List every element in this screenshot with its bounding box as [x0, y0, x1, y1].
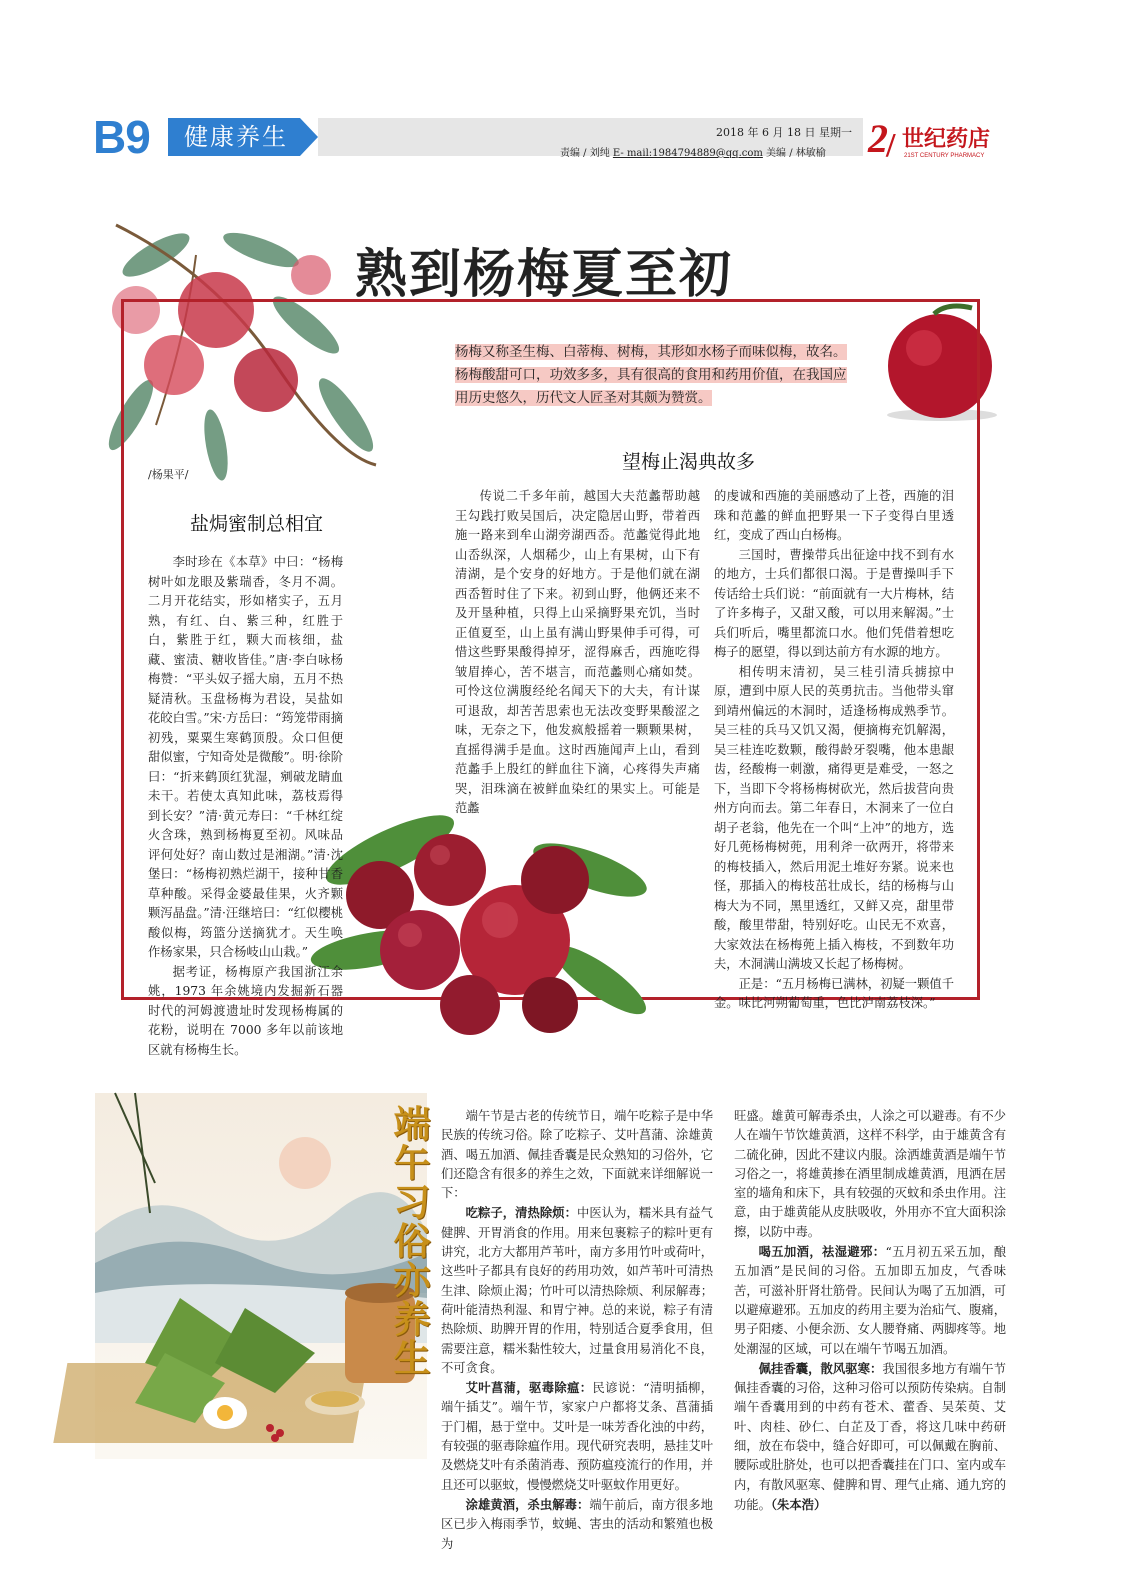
dragon-boat-festival-illustration	[95, 1093, 427, 1459]
paragraph: 三国时，曹操带兵出征途中找不到有水的地方，士兵们都很口渴。于是曹操叫手下传话给士兵们说：“前面就有一大片梅林，结了许多梅子，又甜又酸，可以用来解渴。”士兵们听后，嘴里都流口水。他们凭借着想吃梅子的愿望，得以到达前方有水源的地方。	[714, 547, 954, 659]
paragraph	[734, 1106, 1006, 1242]
paragraph: 的虔诚和西施的美丽感动了上苍，西施的泪珠和范蠡的鲜血把野果一下子变得白里透红，变成了西山白杨梅。	[714, 489, 954, 542]
svg-text:21ST CENTURY PHARMACY: 21ST CENTURY PHARMACY	[904, 153, 985, 159]
section-label: 健康养生	[184, 123, 288, 151]
editor-email[interactable]: E- mail:1984794889@qq.com	[612, 148, 763, 159]
paragraph-text: 旺盛。雄黄可解毒杀虫，人涂之可以避毒。有不少人在端午节饮雄黄酒，这样不科学，由于雄黄含有二硫化砷，因此不建议内服。涂洒雄黄酒是端午节习俗之一，将雄黄掺在酒里制成雄黄酒，甩洒在居室的墙角和床下，具有较强的灭蚊和杀虫作用。注意，由于雄黄能从皮肤吸收，外用亦不宜大面积涂擦，以防中毒。	[734, 1109, 1006, 1239]
paragraph-text: 端午前后，南方很多地区已步入梅雨季节，蚊蝇、害虫的活动和繁殖也极为	[441, 1497, 713, 1551]
svg-text:2: 2	[868, 116, 888, 161]
newspaper-logo	[866, 112, 1010, 162]
paragraph-lead: 喝五加酒，祛湿避邪：	[758, 1244, 886, 1260]
paragraph	[734, 1242, 1006, 1359]
paragraph	[441, 1378, 713, 1495]
paragraph-text: 中医认为，糯米具有益气健脾、开胃消食的作用。用来包裹粽子的粽叶更有讲究，北方大都用芦苇叶，南方多用竹叶或荷叶，这些叶子都具有良好的药用功效，如芦苇叶可清热生津、除烦止渴；竹叶可以清热除烦、利尿解毒；荷叶能清热利湿、和胃宁神。总的来说，粽子有清热除烦、助脾开胃的作用，特别适合夏季食用，但需要注意，糯米黏性较大，过量食用易消化不良，不可贪食。	[441, 1206, 713, 1375]
paragraph	[441, 1495, 713, 1554]
editor-name: 责编 / 刘纯	[560, 148, 613, 159]
story1-subhead-left: 盐焗蜜制总相宜	[190, 513, 324, 535]
paragraph-text: 我国很多地方有端午节佩挂香囊的习俗，这种习俗可以预防传染病。自制端午香囊用到的中药有苍术、藿香、吴茱萸、艾叶、肉桂、砂仁、白芷及丁香，将这几味中药研细，放在布袋中，缝合好即可，可以佩戴在胸前、腰际或肚脐处，也可以把香囊挂在门口、室内或车内，有散风驱寒、健脾和胃、理气止痛、通九窍的功能。	[734, 1361, 1006, 1512]
paragraph-lead: 艾叶菖蒲，驱毒除瘟：	[465, 1380, 593, 1396]
paragraph-lead: 佩挂香囊，散风驱寒：	[758, 1360, 883, 1376]
story2-column-2	[734, 1106, 1006, 1512]
author-credit: （朱本浩）	[770, 1496, 827, 1512]
svg-text:世纪药店: 世纪药店	[902, 126, 991, 152]
paragraph: 正是：“五月杨梅已满林，初疑一颗值千金。味比河朔葡萄重，色比泸南荔枝深。”	[714, 976, 954, 1010]
paragraph	[441, 1106, 713, 1203]
story1-column-2	[455, 487, 700, 815]
bayberry-cluster-illustration	[300, 790, 660, 1040]
paragraph: 相传明末清初，吴三桂引清兵掳掠中原，遭到中原人民的英勇抗击。当他带头窜到靖州偏远的木洞时，适逢杨梅成熟季节。吴三桂的兵马又饥又渴，便摘梅充饥解渴，吴三桂连吃数颗，酸得龄牙裂嘴，他本患龈齿，经酸梅一刺激，痛得更是难受，一怒之下，当即下令将杨梅树砍光，然后拔营向贵州方向而去。第二年春日，木洞来了一位白胡子老翁，他先在一个叫“上冲”的地方，选好几蔸杨梅树蔸，用利斧一砍两开，将带来的梅枝插入，然后用泥土堆好夯紧。说来也怪，那插入的梅枝茁壮成长，结的杨梅与山梅大为不同，黑里透红，又鲜又亮，甜里带酸，酸里带甜，特别好吃。山民无不欢喜，大家效法在杨梅蔸上插入梅枝，不到数年功夫，木洞满山满坡又长起了杨梅树。	[714, 664, 954, 971]
paragraph-text: “五月初五采五加，酿五加酒”是民间的习俗。五加即五加皮，气香味苦，可滋补肝肾壮筋骨。民间认为喝了五加酒，可以避瘴避邪。五加皮的药用主要为治疝气、腹痛，男子阳痿、小便余沥、女人腰脊痛、两脚疼等。地处潮湿的区域，可以在端午节喝五加酒。	[734, 1245, 1006, 1356]
paragraph-lead: 涂雄黄酒，杀虫解毒：	[465, 1496, 590, 1512]
story1-column-3	[714, 487, 954, 1010]
paragraph	[441, 1203, 713, 1378]
page-number: B9	[93, 111, 150, 163]
paragraph-lead: 吃粽子，清热除烦：	[465, 1205, 577, 1221]
paragraph-text: 民谚说：“清明插柳，端午插艾”。端午节，家家户户都将艾条、菖蒲插于门楣，悬于堂中。艾叶是一味芳香化浊的中药，有较强的驱毒除瘟作用。现代研究表明，悬挂艾叶及燃烧艾叶有杀菌消毒、预防瘟疫流行的作用，并且还可以驱蚊，慢慢燃烧艾叶驱蚊作用更好。	[441, 1381, 713, 1492]
paragraph	[734, 1359, 1006, 1515]
issue-date: 2018 年 6 月 18 日 星期一	[716, 126, 852, 139]
story2-column-1	[441, 1106, 713, 1551]
editor-credits	[560, 144, 826, 159]
paragraph: 李时珍在《本草》中曰：“杨梅树叶如龙眼及紫瑞香，冬月不凋。二月开花结实，形如楮实子，五月熟，有红、白、紫三种，红胜于白，紫胜于红，颗大而核细，盐藏、蜜渍、糖收皆佳。”唐·李白咏杨梅赞：“平头奴子摇大扇，五月不热疑清秋。玉盘杨梅为君设，吴盐如花皎白雪。”宋·方岳曰：“筠笼带雨摘初残，粟粟生寒鹤顶殷。众口但便甜似蜜，宁知奇处是微酸”。明·徐阶曰：“折来鹤顶红犹湿，剜破龙睛血未干。若使太真知此味，荔枝焉得到长安？”清·黄元寿曰：“千林红绽火含珠，熟到杨梅夏至初。风味品评何处好？南山数过是湘湖。”清·沈堡曰：“杨梅初熟烂湖干，接种甘香草种酸。采得金婆最佳果，火齐颗颗泻晶盘。”清·汪继培曰：“红似樱桃酸似梅，筠篮分送摘犹才。天生唤作杨家果，只合杨岐山山栽。”	[148, 555, 343, 959]
paragraph-text: 端午节是古老的传统节日，端午吃粽子是中华民族的传统习俗。除了吃粽子、艾叶菖蒲、涂雄黄酒、喝五加酒、佩挂香囊是民众熟知的习俗外，它们还隐含有很多的养生之效，下面就来详细解说一下：	[441, 1109, 713, 1201]
story2-title: 端午习俗亦养生	[393, 1102, 431, 1380]
designer-name: 美编 / 林敏榆	[762, 148, 826, 159]
paragraph: 据考证，杨梅原产我国浙江余姚，1973 年余姚境内发掘新石器时代的河姆渡遗址时发现杨梅属的花粉，说明在 7000 多年以前该地区就有杨梅生长。	[148, 964, 343, 1057]
story1-subhead-right: 望梅止渴典故多	[622, 451, 756, 473]
paragraph: 传说二千多年前，越国大夫范蠡帮助越王勾践打败吴国后，决定隐居山野，带着西施一路来到牟山湖旁湖西岙。范蠡觉得此地山岙纵深，人烟稀少，山上有果树，山下有清湖，是个安身的好地方。于是他们就在湖西岙暂时住了下来。初到山野，他俩还来不及开垦种植，只得上山采摘野果充饥，当时正值夏至，山上虽有满山野果伸手可得，可惜这些野果酸得掉牙，涩得麻舌，西施吃得皱眉捧心，苦不堪言，而范蠡则心痛如焚。可怜这位满腹经纶名闻天下的大夫，有计谋可退敌，却苦苦思索也无法改变野果酸涩之味，无奈之下，他发疯般摇着一颗颗果树，直摇得满手是血。这时西施闻声上山，看到范蠡手上殷红的鲜血往下滴，心疼得失声痛哭，泪珠滴在被鲜血染红的果实上。可能是范蠡	[455, 489, 700, 815]
story1-intro-text: 杨梅又称圣生梅、白蒂梅、树梅，其形如水杨子而味似梅，故名。杨梅酸甜可口，功效多多，具有很高的食用和药用价值，在我国应用历史悠久，历代文人匠圣对其颇为赞赏。	[455, 344, 847, 406]
story1-title: 熟到杨梅夏至初	[355, 244, 734, 305]
story1-intro	[455, 341, 850, 410]
story1-byline: /杨果平/	[148, 468, 189, 481]
story1-column-1	[148, 553, 343, 1057]
svg-text:/: /	[886, 127, 896, 164]
